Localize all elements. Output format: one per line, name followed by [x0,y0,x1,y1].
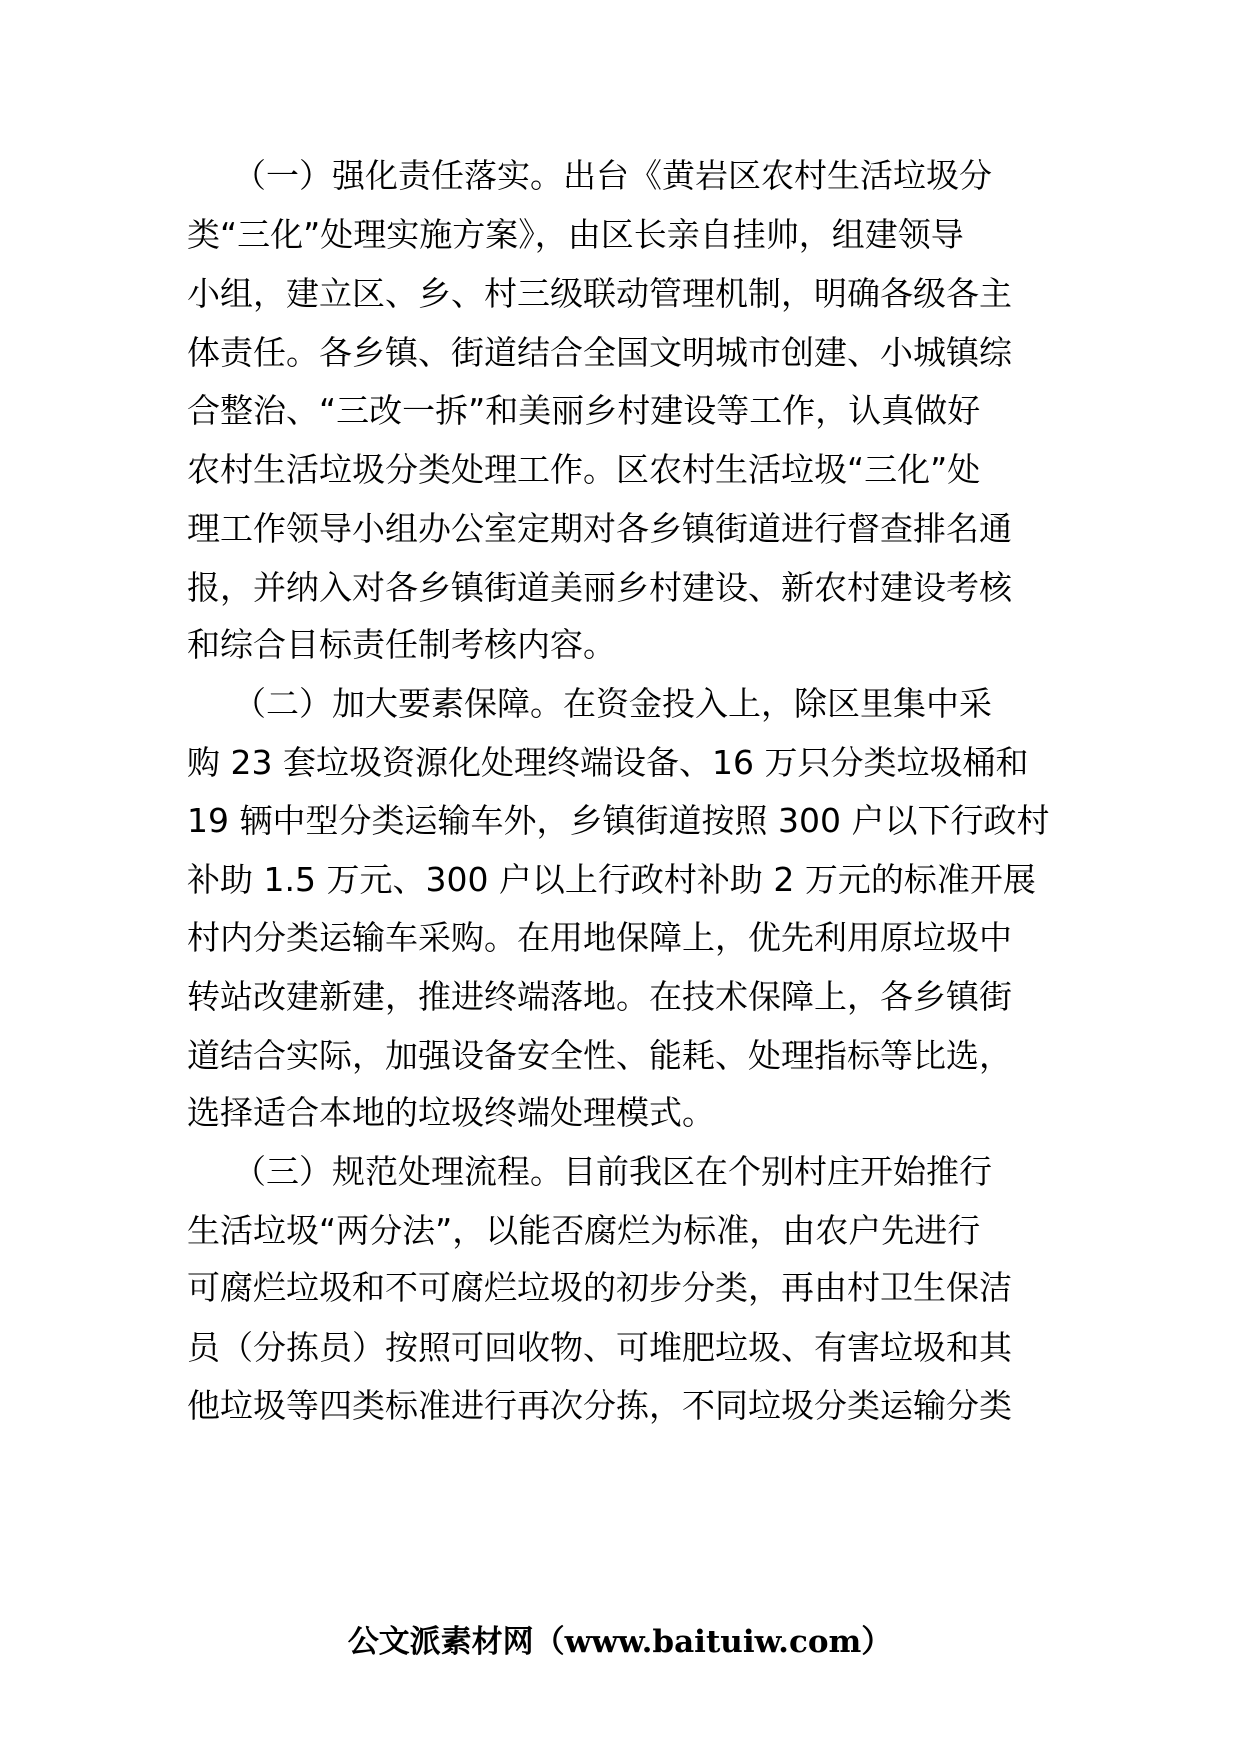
body-line: 和综合目标责任制考核内容。 [187,625,616,664]
body-line: 购 23 套垃圾资源化处理终端设备、16 万只分类垃圾桶和 [187,743,1029,782]
body-line: 他垃圾等四类标准进行再次分拣，不同垃圾分类运输分类 [187,1386,1012,1425]
footer-watermark: 公文派素材网（www.baituiw.com） [347,1624,893,1660]
body-line: 报，并纳入对各乡镇街道美丽乡村建设、新农村建设考核 [187,568,1012,607]
body-line: （三）规范处理流程。目前我区在个别村庄开始推行 [233,1152,992,1191]
body-line: 转站改建新建，推进终端落地。在技术保障上，各乡镇街 [187,977,1012,1016]
body-line: （一）强化责任落实。出台《黄岩区农村生活垃圾分 [233,156,992,195]
body-line: 合整治、“三改一拆”和美丽乡村建设等工作，认真做好 [187,391,981,430]
body-line: 村内分类运输车采购。在用地保障上，优先利用原垃圾中 [187,918,1012,957]
body-line: 选择适合本地的垃圾终端处理模式。 [187,1093,715,1132]
body-line: 类“三化”处理实施方案》，由区长亲自挂帅，组建领导 [187,215,964,254]
body-line: （二）加大要素保障。在资金投入上，除区里集中采 [233,684,992,723]
body-line: 补助 1.5 万元、300 户以上行政村补助 2 万元的标准开展 [187,860,1036,899]
body-line: 可腐烂垃圾和不可腐烂垃圾的初步分类，再由村卫生保洁 [187,1268,1012,1307]
body-line: 员（分拣员）按照可回收物、可堆肥垃圾、有害垃圾和其 [187,1328,1012,1367]
body-line: 理工作领导小组办公室定期对各乡镇街道进行督查排名通 [187,509,1012,548]
body-line: 道结合实际，加强设备安全性、能耗、处理指标等比选， [187,1036,1012,1075]
body-line: 农村生活垃圾分类处理工作。区农村生活垃圾“三化”处 [187,450,981,489]
body-line: 体责任。各乡镇、街道结合全国文明城市创建、小城镇综 [187,333,1012,372]
body-line: 小组，建立区、乡、村三级联动管理机制，明确各级各主 [187,274,1012,313]
body-line: 19 辆中型分类运输车外，乡镇街道按照 300 户以下行政村 [187,801,1050,840]
body-line: 生活垃圾“两分法”，以能否腐烂为标准，由农户先进行 [187,1211,981,1250]
